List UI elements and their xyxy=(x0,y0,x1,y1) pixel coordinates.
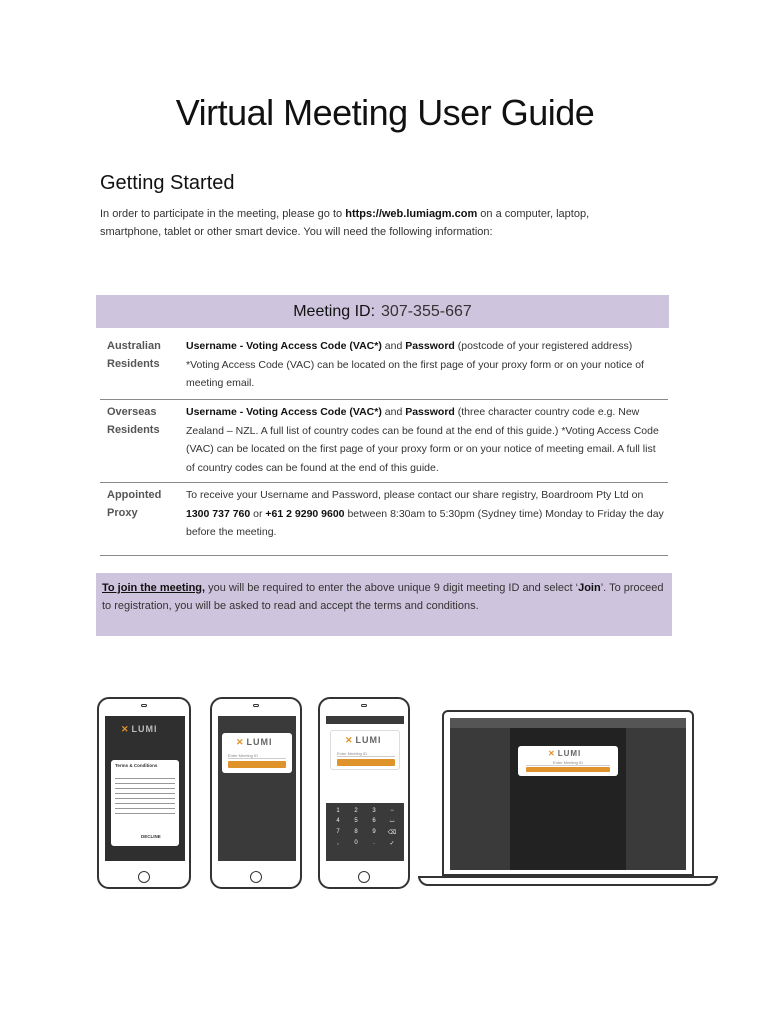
keypad-key[interactable]: 8 xyxy=(354,829,358,835)
keypad-key[interactable]: ⌴ xyxy=(389,818,395,824)
row-detail: (three character country code e.g. New Zealand – NZL. A full list of country codes can be found at the end of this guide.) *Voting Access Code (VAC) can be located on the first page of your proxy form or on your notice of meeting email. A full list of country codes can be found at the end of this guide. xyxy=(186,406,659,474)
intro-text-before: In order to participate in the meeting, please go to xyxy=(100,208,346,220)
join-button[interactable] xyxy=(228,761,286,768)
keypad-key[interactable]: 4 xyxy=(336,818,340,824)
password-bold: Password xyxy=(405,406,455,418)
keypad-key[interactable]: 3 xyxy=(372,808,376,814)
meeting-id-label: Meeting ID: xyxy=(293,303,376,320)
terms-title: Terms & Conditions xyxy=(115,763,158,768)
login-card xyxy=(222,733,292,773)
meeting-id-bar xyxy=(96,295,669,328)
meeting-id-input[interactable]: Enter Meeting ID xyxy=(526,760,610,766)
row-text xyxy=(186,337,664,393)
phone-speaker xyxy=(361,704,367,707)
phone-speaker xyxy=(253,704,259,707)
phone-home-button xyxy=(250,871,262,883)
terms-dialog xyxy=(111,760,179,846)
keypad-key[interactable]: 9 xyxy=(372,829,376,835)
keypad-key[interactable]: 1 xyxy=(336,808,340,814)
lumi-x-icon: ✕ xyxy=(236,737,245,747)
keypad-key[interactable]: 0 xyxy=(354,840,358,846)
phone-home-button xyxy=(358,871,370,883)
australian-residents-row xyxy=(100,337,668,400)
lumi-x-icon: ✕ xyxy=(345,735,354,745)
keypad-key[interactable]: ⌫ xyxy=(387,830,397,836)
browser-content xyxy=(510,728,626,870)
meeting-id-input[interactable]: Enter Meeting ID xyxy=(228,753,286,759)
keypad-key[interactable]: 7 xyxy=(336,829,340,835)
keypad xyxy=(326,803,404,861)
lumi-logo: ✕ LUMI xyxy=(236,737,273,747)
join-text-2: ’. To proceed to registration, you will be asked to read and accept the terms and conditions. xyxy=(102,582,664,612)
join-instructions xyxy=(96,573,672,636)
keypad-keys[interactable] xyxy=(329,808,401,847)
row-label: Overseas Residents xyxy=(107,406,160,436)
meeting-id-value: 307-355-667 xyxy=(381,303,472,320)
status-bar xyxy=(326,716,404,724)
keypad-key[interactable]: 5 xyxy=(354,818,358,824)
login-card xyxy=(330,730,400,770)
keypad-key[interactable]: 2 xyxy=(354,808,358,814)
proxy-text-2: between 8:30am to 5:30pm (Sydney time) Monday to Friday the day before the meeting. xyxy=(186,507,664,538)
table-divider xyxy=(100,555,668,556)
username-bold: Username - Voting Access Code (VAC*) xyxy=(186,406,382,418)
row-label: Australian Residents xyxy=(107,340,161,370)
keypad-key[interactable]: . xyxy=(373,840,375,846)
phone-mockup-keypad xyxy=(318,697,410,889)
login-card xyxy=(518,746,618,776)
appointed-proxy-row xyxy=(100,486,668,555)
intro-text-after: on a computer, laptop, smartphone, tablet or other smart device. You will need the following information: xyxy=(100,208,590,238)
lumi-x-icon: ✕ xyxy=(548,749,556,758)
lumi-x-icon: ✕ xyxy=(121,724,130,734)
username-bold: Username - Voting Access Code (VAC*) xyxy=(186,340,382,352)
join-word: Join xyxy=(578,582,601,594)
terms-body-lines xyxy=(115,774,175,814)
phone-mockup-terms xyxy=(97,697,191,889)
lumi-logo: ✕ LUMI xyxy=(548,749,582,758)
row-detail: (postcode of your registered address) *Voting Access Code (VAC) can be located on the first page of your proxy form or on your notice of meeting email. xyxy=(186,340,644,389)
and-text: and xyxy=(381,340,406,352)
keypad-key[interactable]: 6 xyxy=(372,818,376,824)
lumi-logo: ✕ LUMI xyxy=(121,724,158,734)
phone-number-1: 1300 737 760 xyxy=(186,507,251,520)
phone-screen xyxy=(218,716,296,861)
row-text xyxy=(186,486,664,542)
keypad-key[interactable]: ✓ xyxy=(389,841,395,847)
decline-button[interactable]: DECLINE xyxy=(141,834,161,839)
getting-started-heading: Getting Started xyxy=(100,172,235,194)
keypad-key[interactable]: − xyxy=(390,808,394,814)
phone-number-2: +61 2 9290 9600 xyxy=(265,507,345,520)
join-text-1: you will be required to enter the above unique 9 digit meeting ID and select ‘ xyxy=(205,582,579,594)
laptop-screen xyxy=(450,718,686,870)
page-title: Virtual Meeting User Guide xyxy=(175,92,595,133)
laptop-mockup xyxy=(418,710,718,890)
intro-paragraph xyxy=(100,205,640,241)
browser-bar xyxy=(450,718,686,728)
join-button[interactable] xyxy=(337,759,395,766)
keypad-key[interactable]: , xyxy=(337,840,339,846)
meeting-id-input[interactable]: Enter Meeting ID xyxy=(337,751,395,757)
phone-mockup-meeting-id xyxy=(210,697,302,889)
join-button[interactable] xyxy=(526,767,610,772)
phone-speaker xyxy=(141,704,147,707)
phone-screen xyxy=(105,716,185,861)
laptop-base xyxy=(418,876,718,886)
lumi-url-link[interactable]: https://web.lumiagm.com xyxy=(345,208,478,220)
row-label: Appointed Proxy xyxy=(107,489,162,519)
phone-screen xyxy=(326,716,404,861)
join-lead: To join the meeting, xyxy=(102,582,206,594)
proxy-text-1: To receive your Username and Password, please contact our share registry, Boardroom Pty Ltd on xyxy=(186,489,644,501)
laptop-lid xyxy=(442,710,694,876)
lumi-logo: ✕ LUMI xyxy=(345,735,382,745)
password-bold: Password xyxy=(405,340,455,352)
phone-home-button xyxy=(138,871,150,883)
row-text xyxy=(186,403,664,477)
and-text: and xyxy=(381,406,406,418)
overseas-residents-row xyxy=(100,403,668,483)
or-text: or xyxy=(250,507,266,520)
